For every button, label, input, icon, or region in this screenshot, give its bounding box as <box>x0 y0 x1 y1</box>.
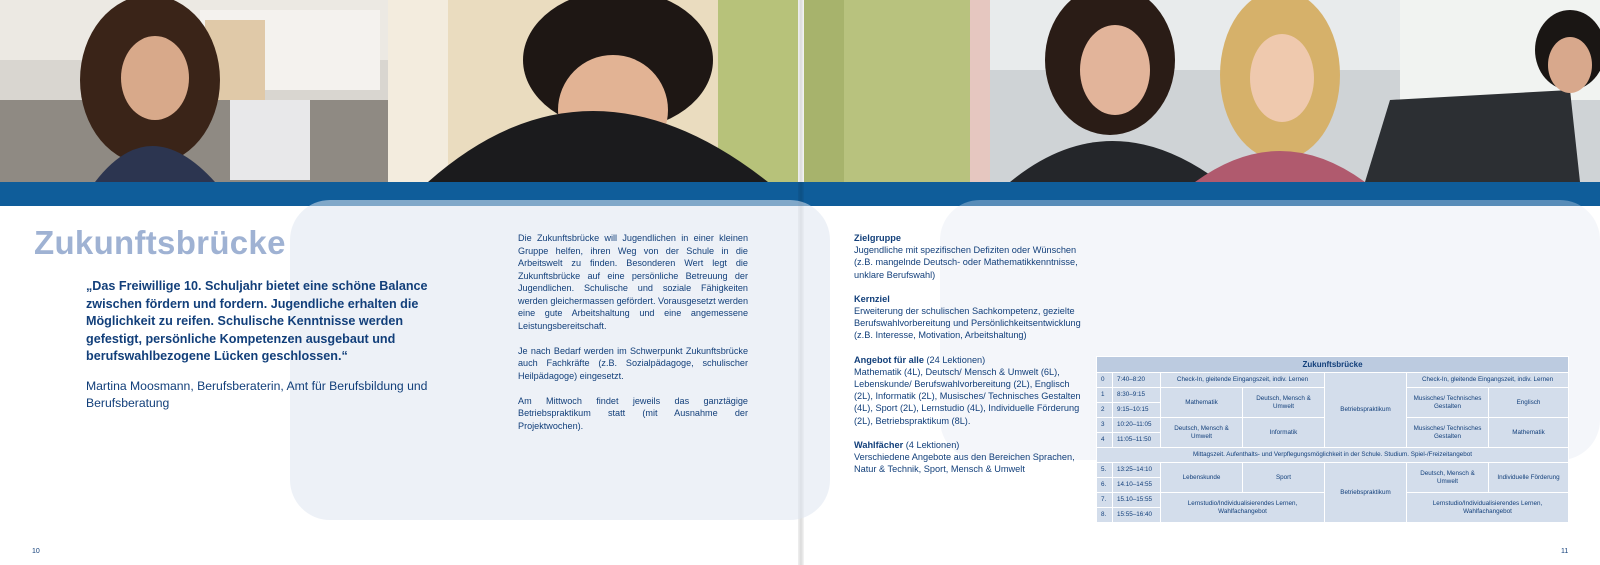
lesson-time: 10:20–11:05 <box>1113 418 1161 433</box>
cell-deutsch: Deutsch, Mensch & Umwelt <box>1161 418 1243 448</box>
section-body: Mathematik (4L), Deutsch/ Mensch & Umwelt (6L), Lebenskunde/ Berufswahlvorbereitung (2L), Englisch (2L), Informatik (2L), Musisches/ Technisches Gestalten (4L), Sport (2L), Lernstudio (4L), Individuelle Förderung (2L), Betriebspraktikum (8L). <box>854 366 1081 426</box>
section-zielgruppe <box>854 232 1086 281</box>
lesson-number: 8. <box>1097 508 1113 523</box>
intro-paragraph: Je nach Bedarf werden im Schwerpunkt Zukunftsbrücke auch Fachkräfte (z.B. Sozialpädagoge, schulischer Heilpädagoge) eingesetzt. <box>518 345 748 381</box>
section-heading: Kernziel <box>854 293 890 304</box>
cell-mathematik: Mathematik <box>1161 388 1243 418</box>
photo-students-group <box>970 0 1600 182</box>
section-body: Verschiedene Angebote aus den Bereichen Sprachen, Natur & Technik, Sport, Mensch & Umwelt <box>854 452 1075 475</box>
quote-text: „Das Freiwillige 10. Schuljahr bietet eine schöne Balance zwischen fördern und fordern. Jugendliche erhalten die Möglichkeit zu reifen. Schulische Kenntnisse werden gefestigt, persönliche Kompetenzen ausgebaut und berufswahlbezogene Lücken geschlossen.“ <box>86 279 428 363</box>
lesson-time: 8:30–9:15 <box>1113 388 1161 403</box>
lesson-number: 5. <box>1097 463 1113 478</box>
cell-betriebspraktikum: Betriebspraktikum <box>1325 463 1407 523</box>
cell-englisch: Englisch <box>1489 388 1569 418</box>
lesson-number: 6. <box>1097 478 1113 493</box>
lesson-number: 0 <box>1097 373 1113 388</box>
schedule-title: Zukunftsbrücke <box>1097 357 1569 373</box>
section-heading-suffix: (24 Lektionen) <box>923 354 986 365</box>
lesson-number: 3 <box>1097 418 1113 433</box>
page-number-left: 10 <box>32 548 40 555</box>
cell-checkin: Check-In, gleitende Eingangszeit, indiv. Lernen <box>1161 373 1325 388</box>
intro-column <box>518 232 748 445</box>
section-wahlfaecher <box>854 439 1086 476</box>
section-angebot <box>854 354 1086 427</box>
section-heading: Angebot für alle <box>854 354 924 365</box>
section-body: Jugendliche mit spezifischen Defiziten oder Wünschen (z.B. mangelnde Deutsch- oder Mathematikkenntnisse, unklare Berufswahl) <box>854 245 1078 280</box>
photo-girl-laptop <box>0 0 388 182</box>
cell-lernstudio: Lernstudio/Individualisierendes Lernen, Wahlfachangebot <box>1407 493 1569 523</box>
lesson-time: 15.10–15:55 <box>1113 493 1161 508</box>
lesson-time: 7:40–8:20 <box>1113 373 1161 388</box>
section-heading: Wahlfächer <box>854 439 904 450</box>
lesson-number: 1 <box>1097 388 1113 403</box>
section-kernziel <box>854 293 1086 342</box>
lesson-number: 7. <box>1097 493 1113 508</box>
cell-deutsch: Deutsch, Mensch & Umwelt <box>1243 388 1325 418</box>
lesson-time: 11:05–11:50 <box>1113 433 1161 448</box>
section-heading: Zielgruppe <box>854 233 901 243</box>
lesson-time: 13:25–14:10 <box>1113 463 1161 478</box>
photo-right-panel <box>804 0 970 182</box>
lesson-time: 14.10–14:55 <box>1113 478 1161 493</box>
cell-checkin: Check-In, gleitende Eingangszeit, indiv. Lernen <box>1407 373 1569 388</box>
lesson-time: 9:15–10:15 <box>1113 403 1161 418</box>
photo-girl-writing <box>388 0 798 182</box>
intro-paragraph: Die Zukunftsbrücke will Jugendlichen in einer kleinen Gruppe helfen, ihren Weg von der Schule in die Arbeitswelt zu finden. Besonderen Wert legt die Zukunftsbrücke auf eine persönliche Betreuung der Jugendlichen. Schulische und soziale Fähigkeiten werden gleichermassen gefördert. Vorausgesetzt werden eine gute Arbeitshaltung und eine angemessene Leistungsbereitschaft. <box>518 233 748 331</box>
section-body: Erweiterung der schulischen Sachkompetenz, gezielte Berufswahlvorbereitung und Persönlichkeitsentwicklung (z.B. Interesse, Motivation, Arbeitshaltung) <box>854 306 1081 341</box>
cell-sport: Sport <box>1243 463 1325 493</box>
cell-lebenskunde: Lebenskunde <box>1161 463 1243 493</box>
page-title: Zukunftsbrücke <box>34 224 286 261</box>
schedule-table <box>1096 356 1569 523</box>
quote-author: Martina Moosmann, Berufsberaterin, Amt für Berufsbildung und Berufsberatung <box>86 379 428 410</box>
page-number-right: 11 <box>1561 548 1569 555</box>
cell-musisch: Musisches/ Technisches Gestalten <box>1407 388 1489 418</box>
section-heading-suffix: (4 Lektionen) <box>903 439 960 450</box>
cell-lernstudio: Lernstudio/Individualisierendes Lernen, Wahlfachangebot <box>1161 493 1325 523</box>
cell-informatik: Informatik <box>1243 418 1325 448</box>
cell-mittag: Mittagszeit. Aufenthalts- und Verpflegungsmöglichkeit in der Schule. Studium. Spiel-/Freizeitangebot <box>1097 448 1569 463</box>
cell-deutsch: Deutsch, Mensch & Umwelt <box>1407 463 1489 493</box>
lesson-time: 15:55–16:40 <box>1113 508 1161 523</box>
lesson-number: 4 <box>1097 433 1113 448</box>
cell-musisch: Musisches/ Technisches Gestalten <box>1407 418 1489 448</box>
intro-paragraph: Am Mittwoch findet jeweils das ganztägige Betriebspraktikum statt (mit Ausnahme der Projektwochen). <box>518 395 748 431</box>
cell-individuell: Individuelle Förderung <box>1489 463 1569 493</box>
cell-mathematik: Mathematik <box>1489 418 1569 448</box>
lesson-number: 2 <box>1097 403 1113 418</box>
info-column <box>854 232 1086 487</box>
cell-betriebspraktikum: Betriebspraktikum <box>1325 373 1407 448</box>
